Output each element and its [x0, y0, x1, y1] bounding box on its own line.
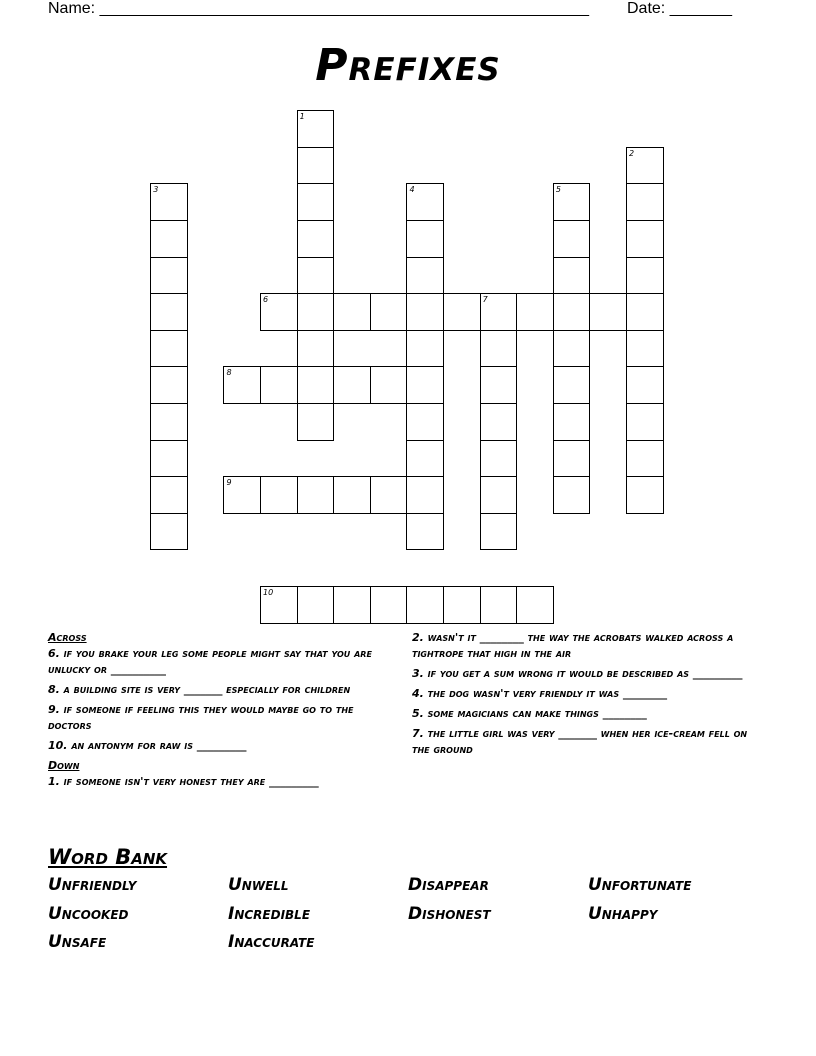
crossword-cell[interactable] — [406, 586, 444, 624]
clue-number: 2 — [629, 148, 635, 158]
clue-across-9: 9. if someone if feeling this they would maybe go to the doctors — [48, 703, 354, 732]
crossword-cell[interactable] — [370, 293, 408, 331]
crossword-cell[interactable] — [443, 586, 481, 624]
crossword-cell[interactable] — [260, 293, 298, 331]
word-bank-item: Unhappy — [588, 904, 658, 924]
crossword-cell[interactable] — [150, 183, 188, 221]
crossword-cell[interactable] — [406, 366, 444, 404]
clue-down-2: 2. wasn't it ________ the way the acrobats walked across a tightrope that high in the air — [412, 631, 734, 660]
crossword-cell[interactable] — [297, 330, 335, 368]
crossword-cell[interactable] — [626, 476, 664, 514]
clue-across-10: 10. an antonym for raw is _________ — [48, 739, 247, 752]
clue-across-6: 6. if you brake your leg some people might say that you are unlucky or __________ — [48, 647, 372, 676]
crossword-cell[interactable] — [297, 476, 335, 514]
crossword-cell[interactable] — [370, 476, 408, 514]
clues-left-column — [48, 630, 393, 794]
crossword-cell[interactable] — [553, 403, 591, 441]
crossword-cell[interactable] — [553, 330, 591, 368]
crossword-cell[interactable] — [480, 586, 518, 624]
crossword-cell[interactable] — [406, 403, 444, 441]
crossword-cell[interactable] — [297, 586, 335, 624]
word-bank-item: Unwell — [228, 875, 289, 895]
crossword-cell[interactable] — [626, 440, 664, 478]
word-bank-item: Inaccurate — [228, 932, 315, 952]
crossword-cell[interactable] — [150, 513, 188, 551]
clue-down-3: 3. if you get a sum wrong it would be described as _________ — [412, 667, 743, 680]
word-bank-item: Uncooked — [48, 904, 129, 924]
date-line[interactable]: Date: _______ — [627, 0, 732, 17]
clue-down-7: 7. the little girl was very _______ when her ice-cream fell on the ground — [412, 727, 748, 756]
clue-number: 6 — [263, 295, 269, 305]
clue-number: 7 — [482, 295, 488, 305]
crossword-cell[interactable] — [406, 330, 444, 368]
crossword-cell[interactable] — [626, 366, 664, 404]
crossword-cell[interactable] — [406, 476, 444, 514]
clue-number: 9 — [226, 478, 232, 488]
crossword-cell[interactable] — [260, 476, 298, 514]
crossword-cell[interactable] — [150, 220, 188, 258]
crossword-cell[interactable] — [553, 183, 591, 221]
clues-right-column — [412, 630, 757, 762]
crossword-cell[interactable] — [223, 366, 261, 404]
crossword-cell[interactable] — [626, 147, 664, 185]
across-heading: Across — [48, 631, 87, 644]
crossword-cell[interactable] — [150, 366, 188, 404]
crossword-cell[interactable] — [297, 366, 335, 404]
word-bank-item: Dishonest — [408, 904, 491, 924]
clue-down-1: 1. if someone isn't very honest they are _________ — [48, 775, 319, 788]
word-bank-item: Disappear — [408, 875, 489, 895]
clue-number: 8 — [226, 368, 232, 378]
crossword-cell[interactable] — [480, 330, 518, 368]
crossword-cell[interactable] — [297, 147, 335, 185]
crossword-cell[interactable] — [553, 293, 591, 331]
crossword-cell[interactable] — [553, 366, 591, 404]
crossword-cell[interactable] — [297, 220, 335, 258]
crossword-cell[interactable] — [370, 366, 408, 404]
crossword-cell[interactable] — [150, 476, 188, 514]
crossword-cell[interactable] — [297, 110, 335, 148]
word-bank-item: Incredible — [228, 904, 311, 924]
word-bank-item: Unfriendly — [48, 875, 137, 895]
name-line[interactable]: Name: _______________________________________________________ — [48, 0, 589, 17]
crossword-cell[interactable] — [333, 586, 371, 624]
crossword-cell[interactable] — [150, 403, 188, 441]
crossword-cell[interactable] — [480, 403, 518, 441]
crossword-cell[interactable] — [406, 220, 444, 258]
clue-down-5: 5. some magicians can make things ________ — [412, 707, 647, 720]
crossword-cell[interactable] — [297, 183, 335, 221]
clue-number: 3 — [153, 185, 159, 195]
crossword-cell[interactable] — [333, 476, 371, 514]
clue-down-4: 4. the dog wasn't very friendly it was ________ — [412, 687, 667, 700]
page-title: Prefixes — [315, 40, 501, 91]
crossword-cell[interactable] — [553, 440, 591, 478]
crossword-cell[interactable] — [516, 293, 554, 331]
crossword-cell[interactable] — [406, 183, 444, 221]
crossword-cell[interactable] — [480, 513, 518, 551]
crossword-cell[interactable] — [150, 293, 188, 331]
crossword-cell[interactable] — [516, 586, 554, 624]
crossword-cell[interactable] — [626, 403, 664, 441]
crossword-cell[interactable] — [406, 257, 444, 295]
clue-number: 4 — [409, 185, 415, 195]
crossword-cell[interactable] — [480, 476, 518, 514]
crossword-cell[interactable] — [333, 366, 371, 404]
crossword-cell[interactable] — [626, 220, 664, 258]
crossword-cell[interactable] — [260, 366, 298, 404]
crossword-cell[interactable] — [626, 293, 664, 331]
crossword-cell[interactable] — [480, 293, 518, 331]
clue-across-8: 8. a building site is very _______ especially for children — [48, 683, 351, 696]
clue-number: 10 — [263, 588, 274, 598]
crossword-cell[interactable] — [333, 293, 371, 331]
crossword-cell[interactable] — [406, 513, 444, 551]
word-bank-item: Unsafe — [48, 932, 107, 952]
crossword-cell[interactable] — [223, 476, 261, 514]
crossword-cell[interactable] — [443, 293, 481, 331]
crossword-cell[interactable] — [297, 403, 335, 441]
crossword-cell[interactable] — [626, 330, 664, 368]
crossword-cell[interactable] — [589, 293, 627, 331]
crossword-cell[interactable] — [553, 220, 591, 258]
crossword-cell[interactable] — [370, 586, 408, 624]
word-bank-item: Unfortunate — [588, 875, 692, 895]
word-bank-title: Word Bank — [48, 845, 168, 869]
crossword-cell[interactable] — [626, 257, 664, 295]
crossword-cell[interactable] — [260, 586, 298, 624]
crossword-cell[interactable] — [150, 257, 188, 295]
crossword-cell[interactable] — [150, 440, 188, 478]
crossword-cell[interactable] — [553, 257, 591, 295]
crossword-cell[interactable] — [553, 476, 591, 514]
crossword-cell[interactable] — [480, 440, 518, 478]
crossword-cell[interactable] — [406, 293, 444, 331]
clue-number: 5 — [555, 185, 561, 195]
crossword-cell[interactable] — [297, 293, 335, 331]
crossword-cell[interactable] — [626, 183, 664, 221]
crossword-cell[interactable] — [480, 366, 518, 404]
down-heading: Down — [48, 759, 80, 772]
crossword-cell[interactable] — [297, 257, 335, 295]
clue-number: 1 — [299, 112, 305, 122]
crossword-cell[interactable] — [406, 440, 444, 478]
crossword-cell[interactable] — [150, 330, 188, 368]
